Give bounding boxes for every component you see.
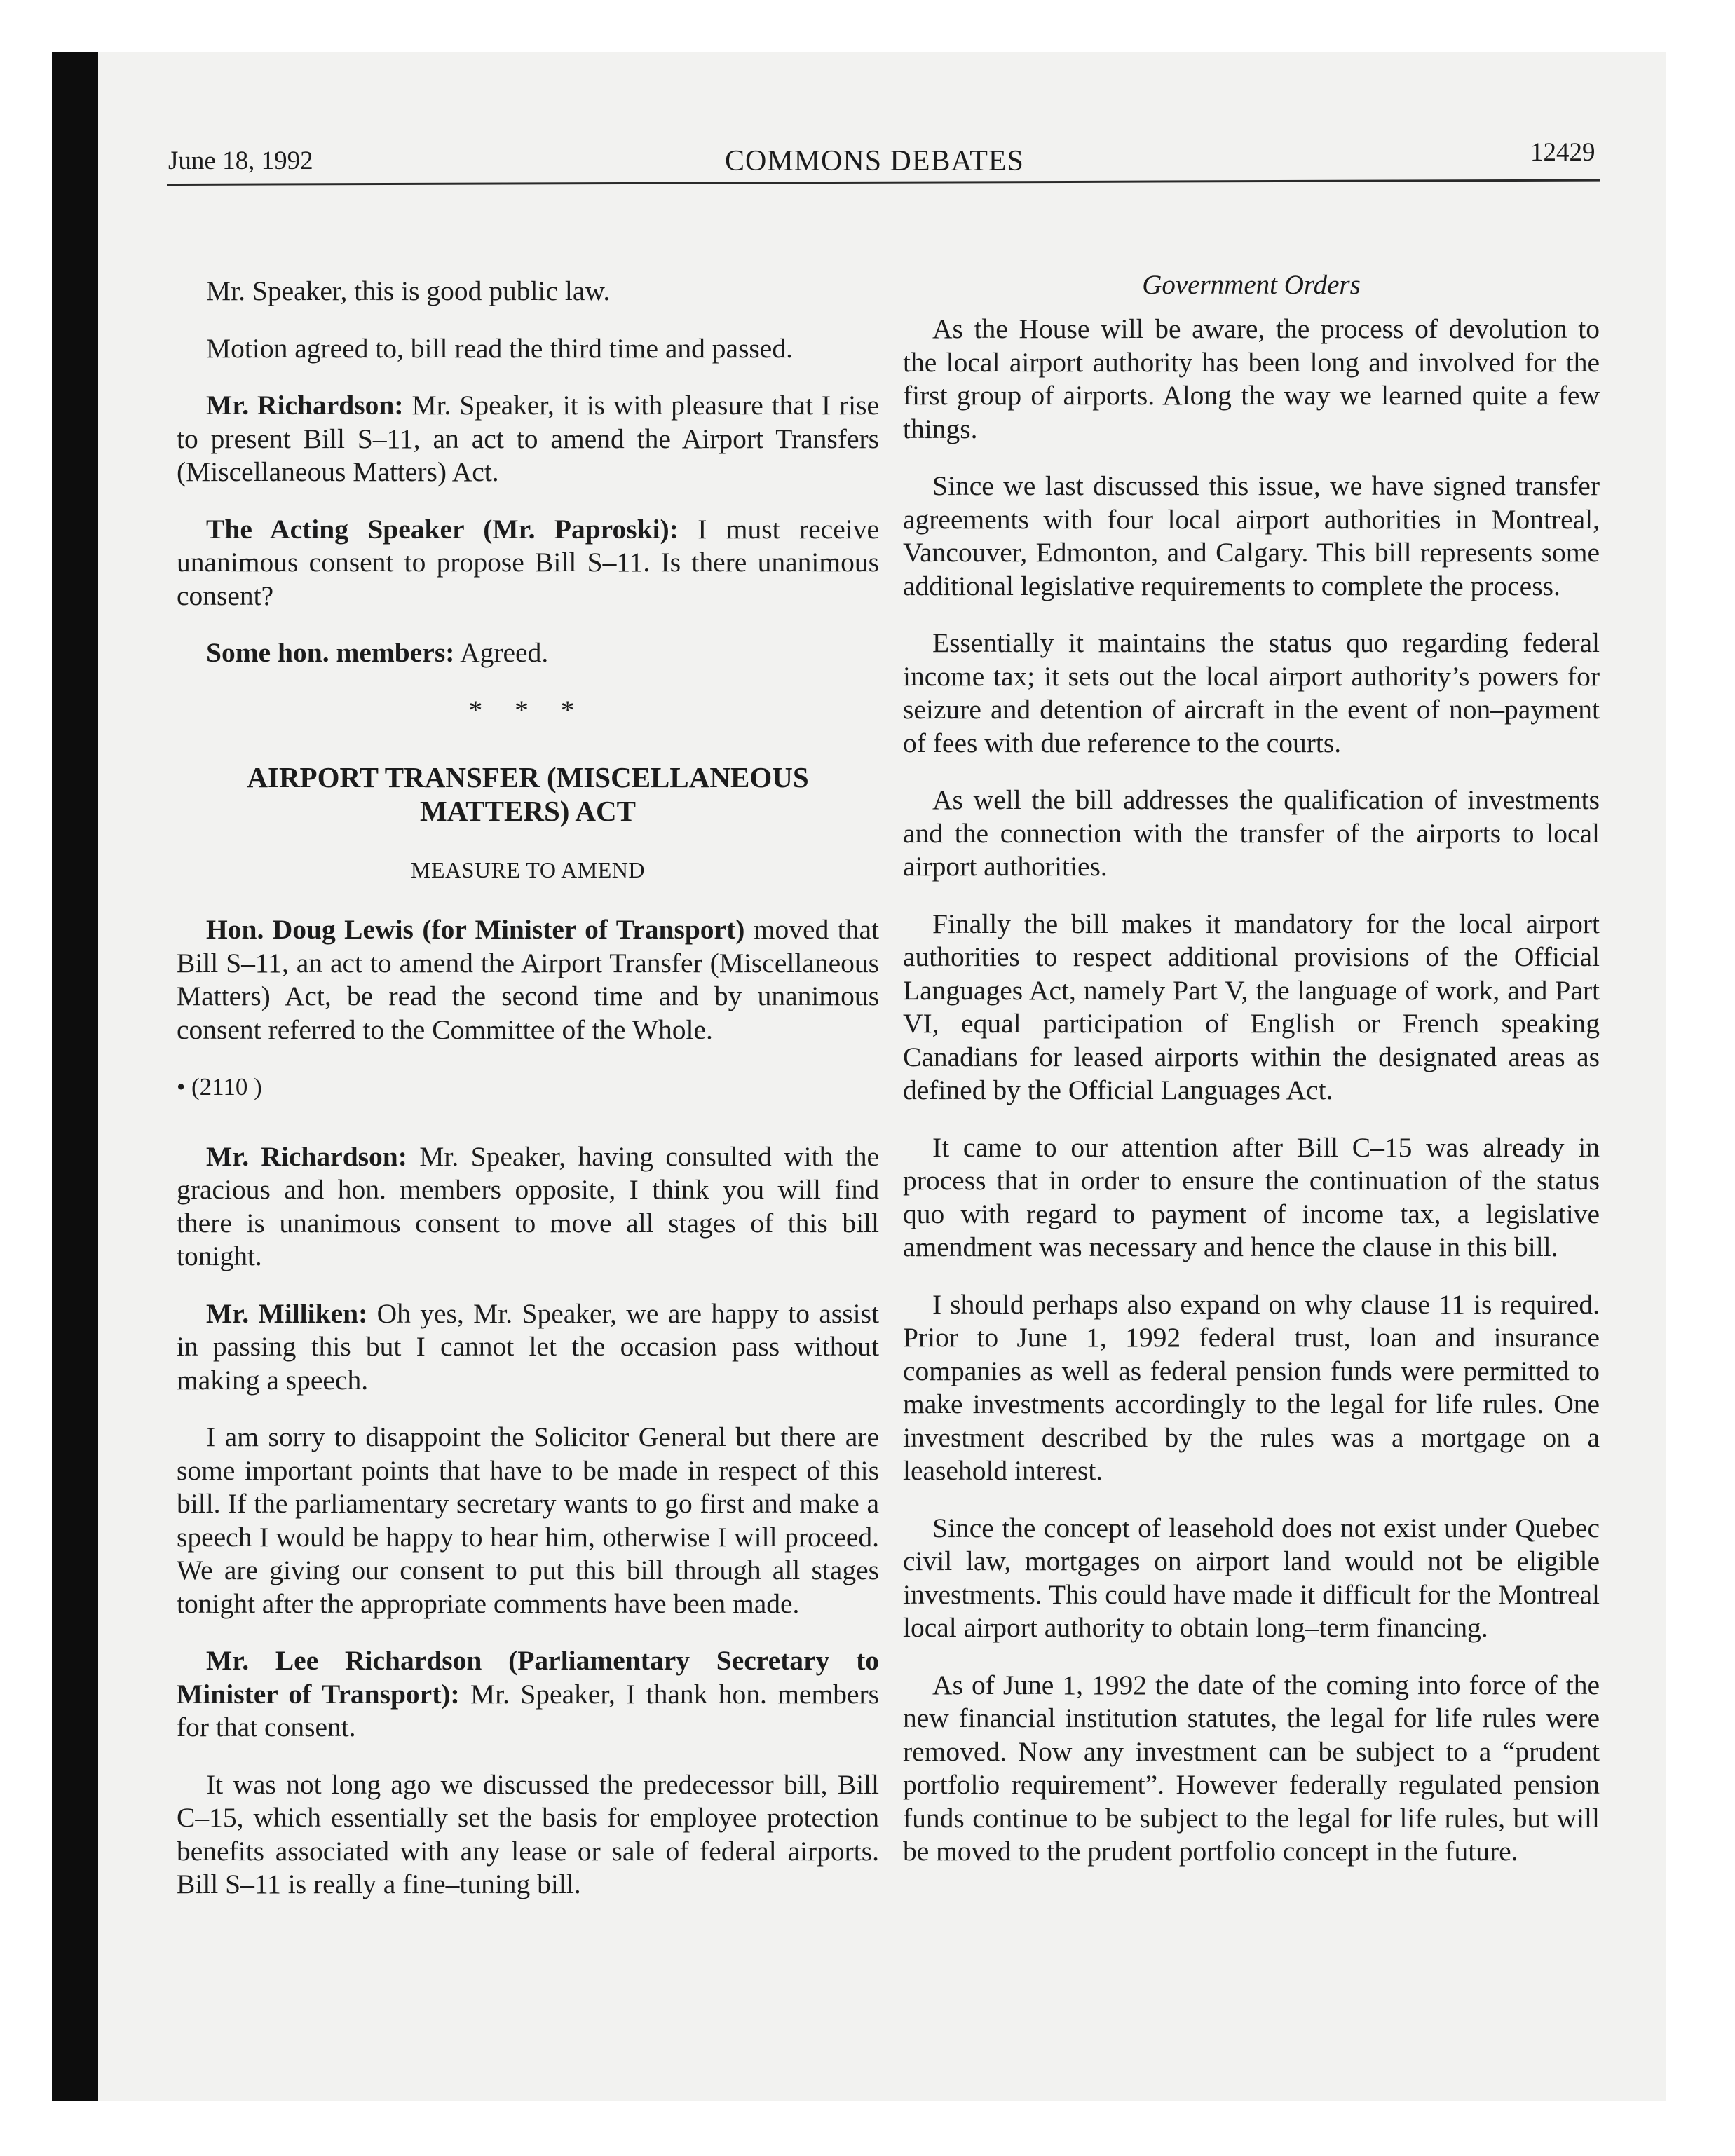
paragraph-text: Mr. Speaker, this is good public law. xyxy=(206,275,611,306)
speaker-name: Mr. Richardson: xyxy=(206,390,404,421)
paragraph xyxy=(903,313,1600,446)
paragraph xyxy=(177,332,879,366)
section-subheading: MEASURE TO AMEND xyxy=(411,857,645,882)
paragraph xyxy=(177,913,879,1046)
speaker-name: Hon. Doug Lewis (for Minister of Transport) xyxy=(206,914,745,945)
paragraph xyxy=(177,389,879,489)
paragraph xyxy=(177,513,879,613)
paragraph-text: Since the concept of leasehold does not exist under Quebec civil law, mortgages on airport land would not be eligible investments. This could have made it difficult for the Montreal local airport authority to obtain long–term financing. xyxy=(903,1512,1600,1643)
paragraph-text: Mr. Speaker, I thank hon. members for that consent. xyxy=(177,1678,879,1742)
paragraph xyxy=(177,1140,879,1274)
right-column xyxy=(903,269,1600,1892)
paragraph xyxy=(903,908,1600,1107)
section-separator: * * * xyxy=(468,694,587,725)
paragraph-text: Essentially it maintains the status quo regarding federal income tax; it sets out the local airport authority’s powers for seizure and detention of aircraft in the event of non–payment of fees with due reference to the courts. xyxy=(903,627,1600,758)
paragraph-text: I should perhaps also expand on why clause 11 is required. Prior to June 1, 1992 federal trust, loan and insurance companies as well as federal pension funds were permitted to make investments accordingly to the legal for life rules. One investment described by the rules was a mortgage on a leasehold interest. xyxy=(903,1288,1600,1486)
paragraph xyxy=(177,275,879,308)
left-column xyxy=(177,275,879,1925)
paragraph-text: I must receive unanimous consent to propose Bill S–11. Is there unanimous consent? xyxy=(177,513,879,611)
paragraph xyxy=(903,1512,1600,1645)
paragraph-text: As the House will be aware, the process of devolution to the local airport authority has been long and involved for the first group of airports. Along the way we learned quite a few things. xyxy=(903,313,1600,444)
paragraph-text: Oh yes, Mr. Speaker, we are happy to assist in passing this but I cannot let the occasion pass without making a speech. xyxy=(177,1297,879,1396)
paragraph-text: I am sorry to disappoint the Solicitor General but there are some important points that have to be made in respect of this bill. If the parliamentary secretary wants to go first and make a speech I would be happy to hear him, otherwise I will proceed. We are giving our consent to put this bill through all stages tonight after the appropriate comments have been made. xyxy=(177,1421,879,1619)
paragraph-text: Mr. Speaker, it is with pleasure that I rise to present Bill S–11, an act to amend the Airport Transfers (Miscellaneous Matters) Act. xyxy=(177,390,879,487)
paragraph-text: As well the bill addresses the qualification of investments and the connection with the transfer of the airports to local airport authorities. xyxy=(903,784,1600,882)
paragraph xyxy=(177,1421,879,1621)
paragraph-text: Since we last discussed this issue, we have signed transfer agreements with four local airport authorities in Montreal, Vancouver, Edmonton, and Calgary. This bill represents some additional legislative requirements to complete the process. xyxy=(903,470,1600,601)
paragraph xyxy=(177,636,879,670)
paragraph-text: Mr. Speaker, having consulted with the gracious and hon. members opposite, I think you will find there is unanimous consent to move all stages of this bill tonight. xyxy=(177,1140,880,1271)
paragraph-text: Agreed. xyxy=(454,637,549,668)
paragraph-text: moved that Bill S–11, an act to amend the Airport Transfer (Miscellaneous Matters) Act, be read the second time and by unanimous consent referred to the Committee of the Whole. xyxy=(177,914,879,1045)
paragraph xyxy=(903,1131,1600,1264)
header-date: June 18, 1992 xyxy=(168,146,313,175)
speaker-name: The Acting Speaker (Mr. Paproski): xyxy=(206,513,679,545)
paragraph xyxy=(903,470,1600,603)
paragraph xyxy=(903,1669,1600,1869)
header-page-number: 12429 xyxy=(1530,138,1595,167)
section-heading: AIRPORT TRANSFER (MISCELLANEOUS MATTERS) ACT xyxy=(247,761,809,827)
paragraph xyxy=(903,627,1600,760)
paragraph xyxy=(177,1768,879,1902)
paragraph-text: It was not long ago we discussed the predecessor bill, Bill C–15, which essentially set the basis for employee protection benefits associated with any lease or sale of federal airports. Bill S–11 is really a fine–tuning bill. xyxy=(177,1768,879,1899)
speaker-name: Some hon. members: xyxy=(206,637,455,668)
paragraph xyxy=(177,1297,879,1398)
speaker-name: Mr. Lee Richardson (Parliamentary Secretary to Minister of Transport): xyxy=(177,1645,879,1710)
paragraph xyxy=(903,1288,1600,1488)
paragraph-text: Finally the bill makes it mandatory for the local airport authorities to respect additional provisions of the Official Languages Act, namely Part V, the language of work, and Part VI, equal participation of English or French speaking Canadians for leased airports within the designated areas as defined by the Official Languages Act. xyxy=(903,908,1600,1105)
paragraph xyxy=(177,1644,879,1745)
paragraph xyxy=(903,784,1600,884)
paragraph-text: It came to our attention after Bill C–15 was already in process that in order to ensure the continuation of the status quo with regard to payment of income tax, a legislative amendment was necessary and hence the clause in this bill. xyxy=(903,1131,1600,1262)
paragraph-text: As of June 1, 1992 the date of the coming into force of the new financial institution statutes, the legal for life rules were removed. Now any investment can be subject to a “prudent portfolio requirement”. However federally regulated pension funds continue to be subject to the legal for life rules, but will be moved to the prudent portfolio concept in the future. xyxy=(903,1669,1600,1867)
paragraph-text: Motion agreed to, bill read the third time and passed. xyxy=(206,332,793,364)
speaker-name: Mr. Richardson: xyxy=(206,1140,407,1172)
section-rubric: Government Orders xyxy=(1142,270,1361,300)
binding-edge xyxy=(52,52,98,2101)
header-title: COMMONS DEBATES xyxy=(725,145,1024,177)
speaker-name: Mr. Milliken: xyxy=(206,1297,368,1329)
timestamp: • (2110 ) xyxy=(177,1073,262,1100)
